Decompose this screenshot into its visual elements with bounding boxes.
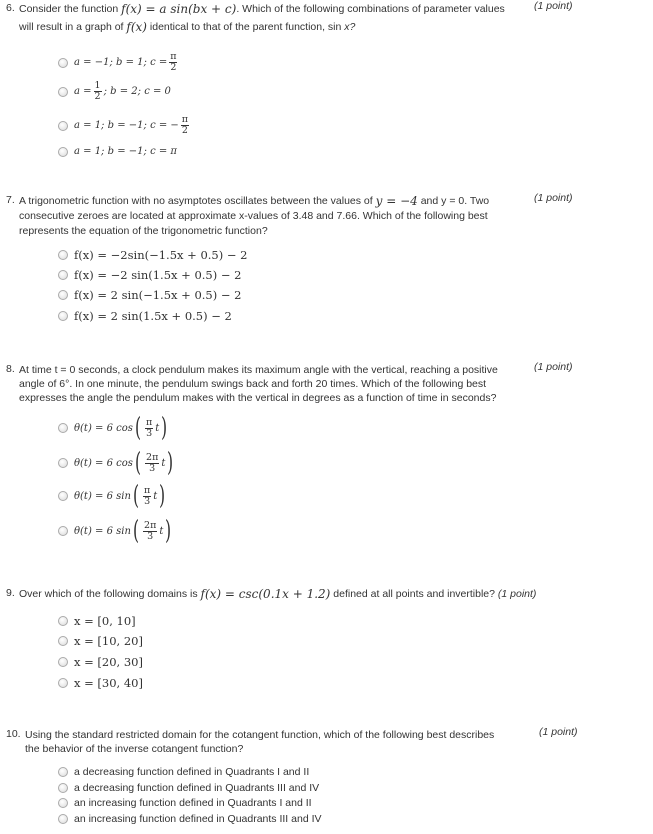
option-7c[interactable]: f(x) = 2 sin(−1.5x + 0.5) − 2 [58,288,242,302]
option-9d[interactable]: x = [30, 40] [58,676,143,690]
option-7b[interactable]: f(x) = −2 sin(1.5x + 0.5) − 2 [58,268,242,282]
question-number: 10. [6,728,21,740]
radio-button[interactable] [58,250,68,260]
option-8a[interactable]: θ(t) = 6 cos ( $\frac{\pi}{3}$ t ) [58,415,169,441]
radio-button[interactable] [58,798,68,808]
question-number: 6. [6,2,15,14]
option-6a[interactable]: a = −1; b = 1; c = $\frac{\pi}{2}$ [58,52,179,73]
option-8b[interactable]: θ(t) = 6 cos ( $\frac{2\pi}{3}$ t ) [58,450,176,476]
radio-button[interactable] [58,678,68,688]
question-number: 7. [6,194,15,206]
option-9b[interactable]: x = [10, 20] [58,634,143,648]
radio-button[interactable] [58,121,68,131]
radio-button[interactable] [58,290,68,300]
points-label: (1 point) [539,726,578,738]
option-10d[interactable]: an increasing function defined in Quadrants III and IV [58,813,322,825]
option-6b[interactable]: a = $\frac{1}{2}$ ; b = 2; c = 0 [58,81,171,102]
question-number: 8. [6,363,15,375]
points-label: (1 point) [534,192,573,204]
question-text: At time t = 0 seconds, a clock pendulum makes its maximum angle with the vertical, reaching a positive angle of 6°. In one minute, the pendulum swings back and forth 20 times. Which of the following best expresses the angle the pendulum makes with the vertical in degrees as a function of time in seconds? [19,364,498,404]
radio-button[interactable] [58,87,68,97]
option-6d[interactable]: a = 1; b = −1; c = π [58,146,177,157]
radio-button[interactable] [58,458,68,468]
question-text: Consider the function f(x) = a sin(bx + c) . Which of the following combinations of parameter values will result in a graph of f(x) identical to that of the parent function, sin x? [19,2,505,34]
option-10a[interactable]: a decreasing function defined in Quadrants I and II [58,766,309,778]
option-7a[interactable]: f(x) = −2sin(−1.5x + 0.5) − 2 [58,248,247,262]
question-text: Over which of the following domains is f(x) = csc(0.1x + 1.2) defined at all points and invertible? (1 point) [19,587,537,601]
radio-button[interactable] [58,616,68,626]
option-9a[interactable]: x = [0, 10] [58,614,136,628]
radio-button[interactable] [58,526,68,536]
radio-button[interactable] [58,58,68,68]
radio-button[interactable] [58,636,68,646]
question-number: 9. [6,587,15,599]
radio-button[interactable] [58,270,68,280]
radio-button[interactable] [58,783,68,793]
points-label: (1 point) [497,588,537,600]
option-10b[interactable]: a decreasing function defined in Quadrants III and IV [58,782,319,794]
question-text: A trigonometric function with no asymptotes oscillates between the values of y = −4 and y = 0. Two consecutive zeroes are located at approximate x-values of 3.48 and 7.66. Which of the following best represents the equation of the trigonometric function? [19,194,490,237]
option-6c[interactable]: a = 1; b = −1; c = − $\frac{\pi}{2}$ [58,115,191,136]
option-9c[interactable]: x = [20, 30] [58,655,143,669]
radio-button[interactable] [58,657,68,667]
points-label: (1 point) [534,361,573,373]
radio-button[interactable] [58,767,68,777]
radio-button[interactable] [58,491,68,501]
option-7d[interactable]: f(x) = 2 sin(1.5x + 0.5) − 2 [58,309,232,323]
points-label: (1 point) [534,0,573,12]
radio-button[interactable] [58,147,68,157]
question-text: Using the standard restricted domain for the cotangent function, which of the following best describes the behavior of the inverse cotangent function? [25,729,495,755]
option-10c[interactable]: an increasing function defined in Quadrants I and II [58,797,312,809]
radio-button[interactable] [58,311,68,321]
option-8d[interactable]: θ(t) = 6 sin ( $\frac{2\pi}{3}$ t ) [58,518,174,544]
radio-button[interactable] [58,423,68,433]
radio-button[interactable] [58,814,68,824]
option-8c[interactable]: θ(t) = 6 sin ( $\frac{\pi}{3}$ t ) [58,483,167,509]
